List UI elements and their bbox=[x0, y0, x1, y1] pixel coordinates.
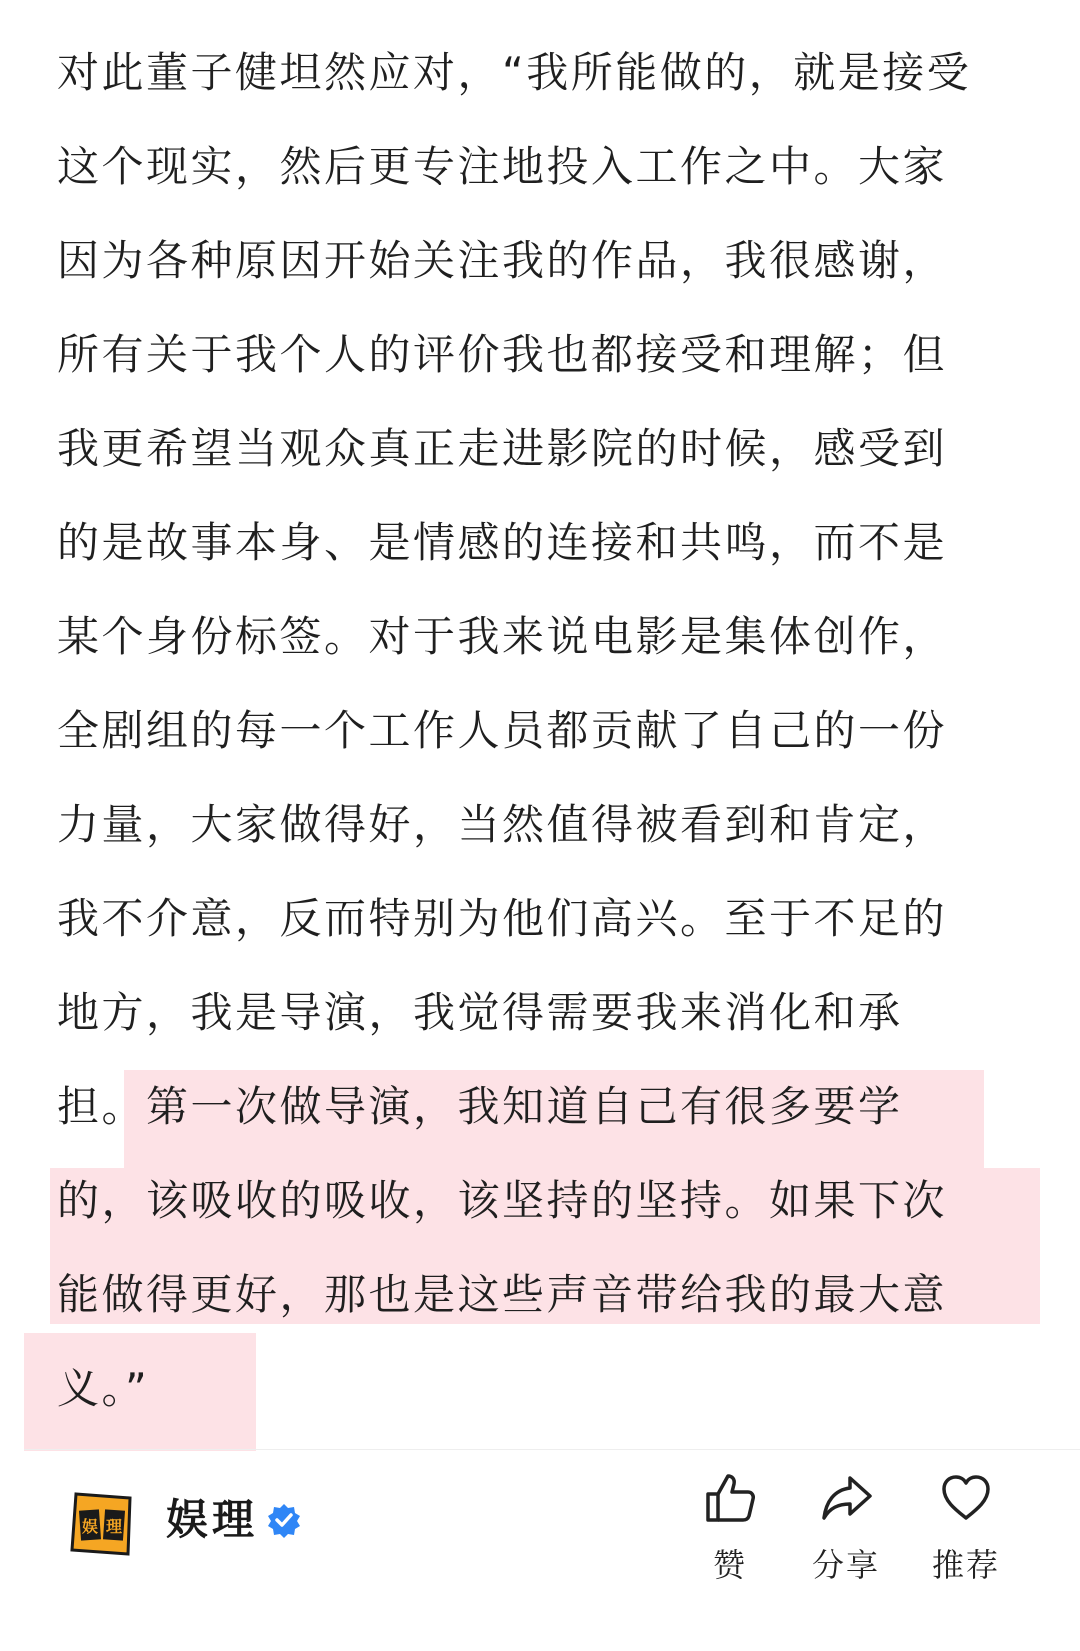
paragraph-line: 所有关于我个人的评价我也都接受和理解；但 bbox=[57, 330, 948, 379]
author-name[interactable]: 娱理 bbox=[166, 1495, 259, 1544]
paragraph-line: 的，该吸收的吸收，该坚持的坚持。如果下次 bbox=[57, 1176, 948, 1225]
article-footer-bar bbox=[0, 1450, 1080, 1651]
paragraph-line: 全剧组的每一个工作人员都贡献了自己的一份 bbox=[57, 706, 948, 755]
thumbs-up-icon bbox=[702, 1470, 758, 1526]
paragraph-line: 担。第一次做导演，我知道自己有很多要学 bbox=[57, 1082, 903, 1131]
like-label: 赞 bbox=[712, 1546, 747, 1584]
share-button[interactable] bbox=[796, 1470, 896, 1586]
recommend-button[interactable] bbox=[916, 1470, 1016, 1586]
paragraph-line: 因为各种原因开始关注我的作品，我很感谢， bbox=[57, 236, 948, 285]
paragraph-line: 能做得更好，那也是这些声音带给我的最大意 bbox=[57, 1270, 948, 1319]
paragraph-line: 某个身份标签。对于我来说电影是集体创作， bbox=[57, 612, 948, 661]
like-button[interactable] bbox=[680, 1470, 780, 1586]
heart-icon bbox=[938, 1470, 994, 1526]
paragraph-line: 的是故事本身、是情感的连接和共鸣，而不是 bbox=[57, 518, 948, 567]
paragraph-line: 我更希望当观众真正走进影院的时候，感受到 bbox=[57, 424, 948, 473]
paragraph-line: 这个现实，然后更专注地投入工作之中。大家 bbox=[57, 142, 948, 191]
paragraph-line: 地方，我是导演，我觉得需要我来消化和承 bbox=[57, 988, 903, 1037]
share-label: 分享 bbox=[811, 1546, 880, 1584]
svg-text:娱: 娱 bbox=[81, 1517, 99, 1536]
paragraph-line: 我不介意，反而特别为他们高兴。至于不足的 bbox=[57, 894, 948, 943]
svg-text:理: 理 bbox=[105, 1517, 123, 1536]
paragraph-line: 力量，大家做得好，当然值得被看到和肯定， bbox=[57, 800, 948, 849]
verified-badge-icon bbox=[266, 1502, 302, 1538]
share-icon bbox=[818, 1470, 874, 1526]
paragraph-line: 对此董子健坦然应对，“我所能做的，就是接受 bbox=[57, 48, 972, 97]
paragraph-line: 义。” bbox=[57, 1364, 150, 1413]
recommend-label: 推荐 bbox=[931, 1546, 1000, 1584]
yuli-logo-icon[interactable] bbox=[66, 1490, 136, 1560]
